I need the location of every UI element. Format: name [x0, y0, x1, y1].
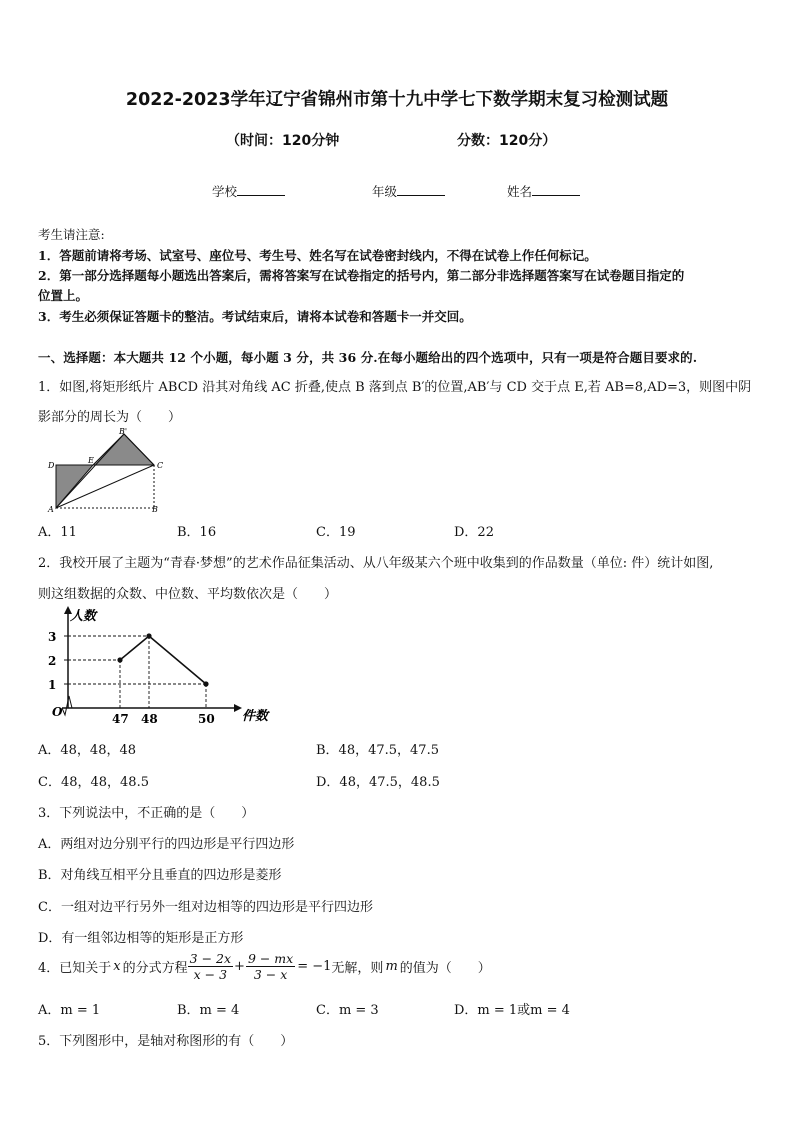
- q5-stem: 5．下列图形中，是轴对称图形的有（ ）: [38, 1034, 294, 1049]
- origin-label: O: [52, 705, 63, 719]
- q4-stem: [38, 951, 491, 982]
- q4-plus: +: [234, 959, 245, 974]
- q2-option-c[interactable]: C．48，48，48.5: [38, 775, 149, 790]
- x-tick-label: 47: [112, 712, 129, 726]
- q1-fold-figure: [40, 428, 170, 514]
- q4-option-d[interactable]: D．m = 1或m = 4: [454, 1003, 570, 1018]
- name-label: 姓名: [507, 184, 533, 199]
- q1-option-d[interactable]: D．22: [454, 525, 494, 540]
- exam-score: 分数：120分）: [457, 133, 557, 149]
- q1-label-c: C: [157, 461, 164, 470]
- section-heading: 一、选择题：本大题共 12 个小题，每小题 3 分，共 36 分.在每小题给出的四个选项中，只有一项是符合题目要求的.: [38, 350, 698, 365]
- q1-shaded-triangle-top: [93, 434, 154, 465]
- q3-option-b[interactable]: B．对角线互相平分且垂直的四边形是菱形: [38, 868, 282, 883]
- notice-item: 2．第一部分选择题每小题选出答案后，需将答案写在试卷指定的括号内，第二部分非选择题答案写在试卷题目指定的: [38, 268, 685, 283]
- y-tick-label: 3: [48, 630, 57, 644]
- q1-label-b-prime: B': [119, 428, 128, 436]
- q4-frac2-numerator: 9 − mx: [247, 951, 294, 966]
- grade-field: [372, 182, 445, 200]
- q4-option-c[interactable]: C．m = 3: [316, 1003, 379, 1018]
- axis-break-mark: [62, 696, 72, 715]
- q4-var-m: m: [385, 959, 398, 974]
- q3-option-d[interactable]: D．有一组邻边相等的矩形是正方形: [38, 931, 244, 946]
- q4-rhs: = −1: [297, 959, 332, 974]
- notice-item: 3．考生必须保证答题卡的整洁。考试结束后，请将本试卷和答题卡一并交回。: [38, 309, 472, 324]
- data-point-48: [146, 633, 151, 638]
- data-point-47: [117, 657, 122, 662]
- grade-label: 年级: [372, 184, 398, 199]
- q4-suffix1: 无解，则: [331, 961, 384, 976]
- school-blank[interactable]: [237, 183, 285, 196]
- q1-option-a[interactable]: A．11: [38, 525, 77, 540]
- q2-option-b[interactable]: B．48，47.5，47.5: [316, 743, 439, 758]
- q3-option-c[interactable]: C．一组对边平行另外一组对边相等的四边形是平行四边形: [38, 900, 373, 915]
- x-tick-label: 50: [198, 712, 215, 726]
- name-blank[interactable]: [532, 183, 580, 196]
- q4-option-b[interactable]: B．m = 4: [177, 1003, 240, 1018]
- y-tick-label: 1: [48, 678, 57, 692]
- q4-suffix2: 的值为（ ）: [399, 961, 491, 976]
- x-axis-arrow: [234, 704, 242, 712]
- q4-fraction-2: [246, 951, 295, 982]
- page-title: 2022-2023学年辽宁省锦州市第十九中学七下数学期末复习检测试题: [125, 90, 669, 110]
- q3-option-a[interactable]: A．两组对边分别平行的四边形是平行四边形: [38, 837, 295, 852]
- q4-mid: 的分式方程: [122, 961, 188, 976]
- grade-blank[interactable]: [397, 183, 445, 196]
- q4-frac2-denominator: 3 − x: [253, 967, 288, 982]
- school-field: [212, 182, 285, 200]
- q2-option-d[interactable]: D．48，47.5，48.5: [316, 775, 440, 790]
- y-tick-label: 2: [48, 654, 57, 668]
- q2-line-chart: [36, 604, 286, 728]
- q4-fraction-1: [188, 951, 233, 982]
- q1-stem-line2: 影部分的周长为（ ）: [38, 410, 182, 425]
- q1-label-b: B: [152, 505, 158, 514]
- q4-frac1-denominator: x − 3: [193, 967, 228, 982]
- q4-frac1-numerator: 3 − 2x: [189, 951, 232, 966]
- q2-stem-line1: 2．我校开展了主题为“青春·梦想”的艺术作品征集活动、从八年级某六个班中收集到的作品数量（单位: 件）统计如图,: [38, 556, 714, 571]
- q1-option-b[interactable]: B．16: [177, 525, 217, 540]
- school-label: 学校: [212, 184, 238, 199]
- x-axis-title: 件数: [242, 709, 269, 724]
- notice-heading: 考生请注意:: [38, 227, 105, 242]
- notice-item: 位置上。: [38, 288, 89, 303]
- x-tick-label: 48: [141, 712, 158, 726]
- q1-label-d: D: [48, 461, 55, 470]
- exam-time: （时间：120分钟: [226, 133, 340, 149]
- series-line: [120, 636, 206, 684]
- name-field: [507, 182, 580, 200]
- q4-var-x: x: [113, 959, 121, 974]
- data-point-50: [203, 681, 208, 686]
- notice-item: 1．答题前请将考场、试室号、座位号、考生号、姓名写在试卷密封线内，不得在试卷上作任何标记。: [38, 248, 597, 263]
- q1-stem-line1: 1．如图,将矩形纸片 ABCD 沿其对角线 AC 折叠,使点 B 落到点 B′的位置,AB′与 CD 交于点 E,若 AB=8,AD=3，则图中阴: [38, 380, 752, 395]
- q1-label-e: E: [88, 456, 94, 465]
- q4-option-a[interactable]: A．m = 1: [38, 1003, 101, 1018]
- q2-stem-line2: 则这组数据的众数、中位数、平均数依次是（ ）: [38, 587, 338, 602]
- q1-option-c[interactable]: C．19: [316, 525, 356, 540]
- q4-prefix: 4．已知关于: [38, 961, 112, 976]
- q2-option-a[interactable]: A．48，48，48: [38, 743, 137, 758]
- q3-stem: 3．下列说法中，不正确的是（ ）: [38, 806, 255, 821]
- q1-label-a: A: [48, 505, 54, 514]
- y-axis-title: 人数: [70, 609, 97, 624]
